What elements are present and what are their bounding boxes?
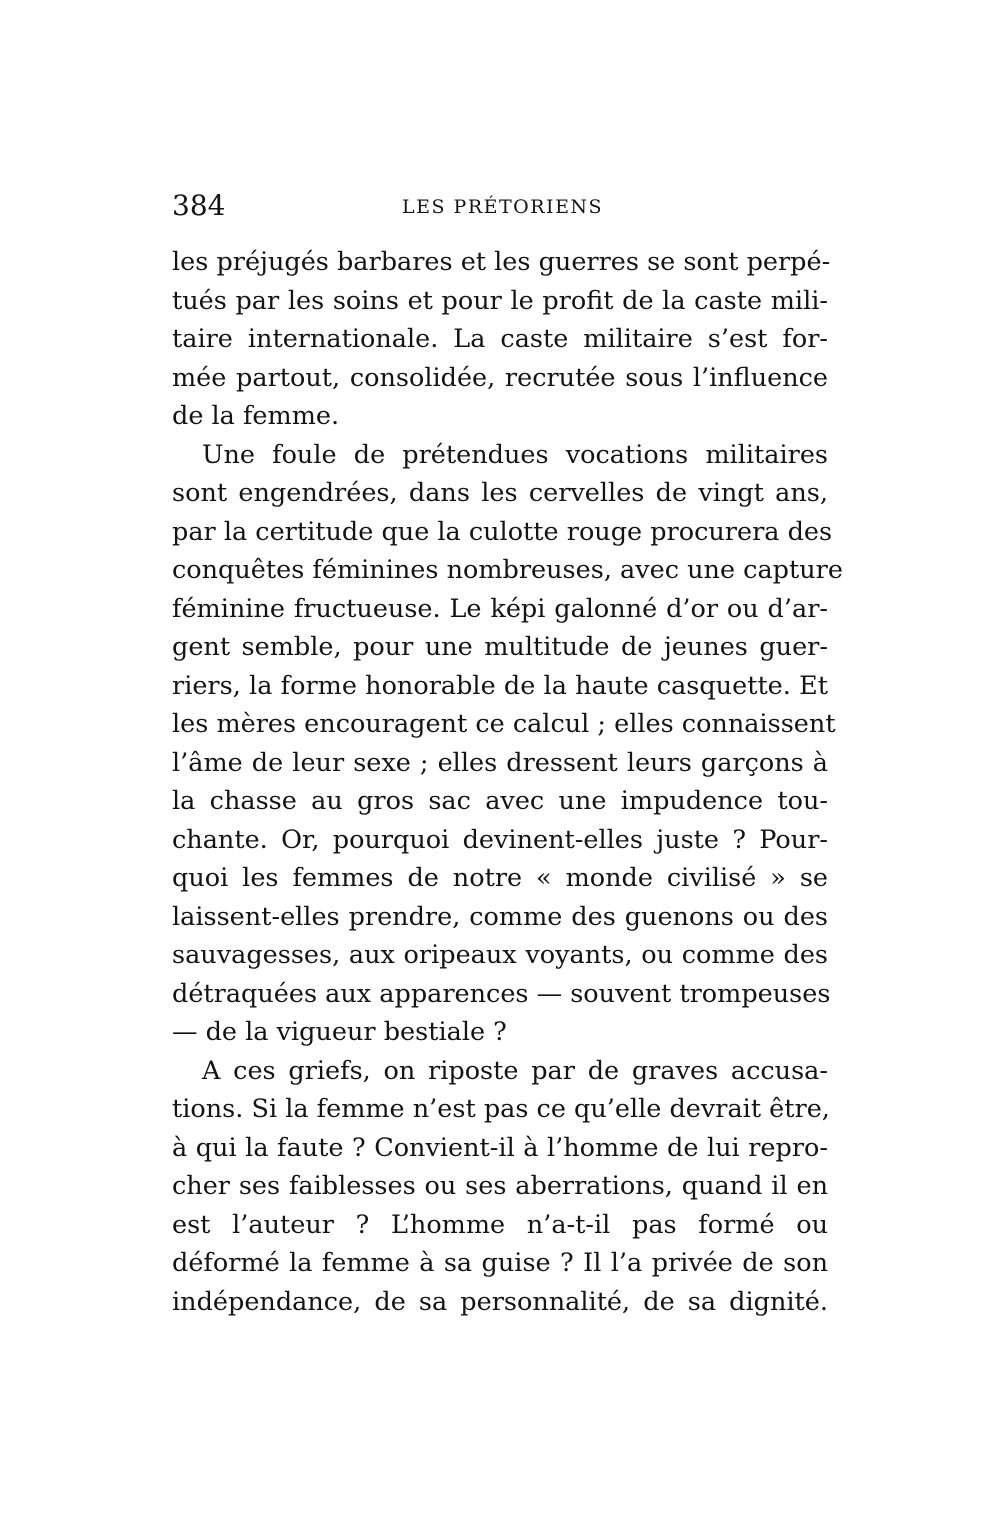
text-line: détraquées aux apparences — souvent trompeuses [172, 978, 831, 1009]
page-number: 384 [172, 189, 226, 222]
text-line: conquêtes féminines nombreuses, avec une capture [172, 555, 843, 585]
text-line: indépendance, de sa personnalité, de sa dignité. [172, 1286, 828, 1317]
text-line: mée partout, consolidée, recrutée sous l’influence [172, 362, 828, 393]
text-line: cher ses faiblesses ou ses aberrations, quand il en [172, 1171, 828, 1201]
text-line: les mères encouragent ce calcul ; elles connaissent [172, 709, 836, 739]
text-line: l’âme de leur sexe ; elles dressent leurs garçons à [172, 747, 828, 778]
text-line: — de la vigueur bestiale ? [172, 1017, 507, 1047]
text-line: tués par les soins et pour le profit de la caste mili- [172, 285, 828, 316]
text-line: Une foule de prétendues vocations militaires [202, 439, 828, 470]
text-line: sont engendrées, dans les cervelles de vingt ans, [172, 478, 828, 508]
text-line: est l’auteur ? L’homme n’a-t-il pas formé ou [172, 1209, 828, 1240]
text-line: A ces griefs, on riposte par de graves accusa- [202, 1055, 828, 1086]
text-line: riers, la forme honorable de la haute casquette. Et [172, 670, 828, 701]
text-line: laissent-elles prendre, comme des guenons ou des [172, 901, 828, 932]
text-line: de la femme. [172, 401, 340, 431]
page-header [172, 188, 828, 228]
text-line: par la certitude que la culotte rouge procurera des [172, 516, 833, 547]
text-line: chante. Or, pourquoi devinent-elles juste ? Pour- [172, 824, 828, 855]
text-line: quoi les femmes de notre « monde civilisé » se [172, 863, 828, 893]
text-line: gent semble, pour une multitude de jeunes guer- [172, 632, 828, 662]
body-text [172, 243, 843, 1321]
text-line: les préjugés barbares et les guerres se sont perpé- [172, 247, 831, 277]
text-line: à qui la faute ? Convient-il à l’homme de lui repro- [172, 1132, 828, 1163]
text-line: tions. Si la femme n’est pas ce qu’elle devrait être, [172, 1094, 830, 1124]
text-line: déformé la femme à sa guise ? Il l’a privée de son [172, 1248, 828, 1278]
text-line: taire internationale. La caste militaire s’est for- [172, 324, 828, 354]
text-line: la chasse au gros sac avec une impudence tou- [172, 786, 828, 816]
text-line: féminine fructueuse. Le képi galonné d’or ou d’ar- [172, 593, 828, 624]
text-line: sauvagesses, aux oripeaux voyants, ou comme des [172, 940, 828, 970]
running-title: LES PRÉTORIENS [402, 196, 604, 218]
